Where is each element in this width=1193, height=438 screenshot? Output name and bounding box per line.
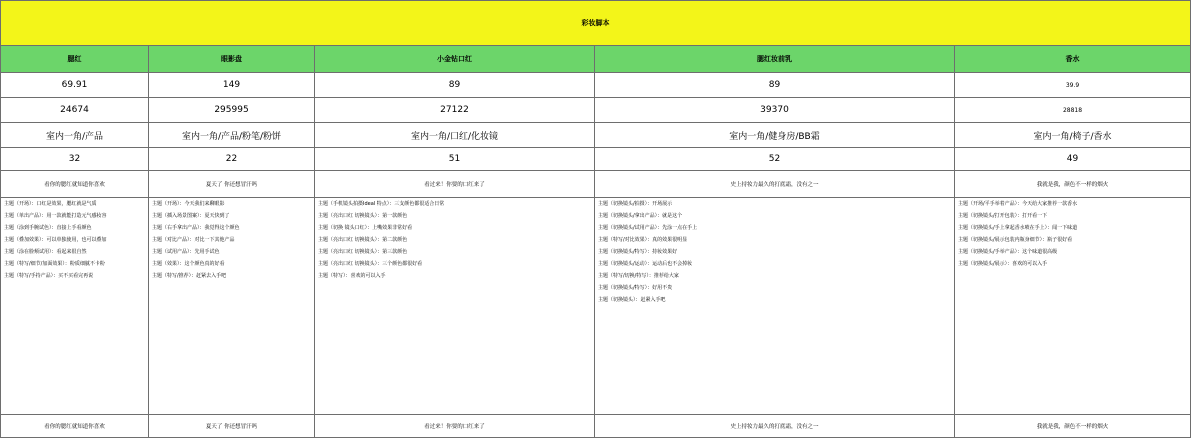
header-cell[interactable]: 香水 [955,46,1191,73]
script-line: 主题（亮出口红 切换镜头）：第二款颜色 [318,237,408,243]
scene-cell[interactable]: 室内一角/椅子/香水 [955,123,1191,148]
script-line: 主题（切换镜头/拿出产品）：就是这个 [598,213,683,219]
price-cell[interactable]: 89 [595,73,955,98]
script-line: 主题（切换镜头/特写）：好用不贵 [598,285,673,291]
summary-row [1,171,1191,198]
price-cell[interactable]: 149 [149,73,315,98]
episode-cell[interactable]: 49 [955,148,1191,171]
price-cell[interactable]: 69.91 [1,73,149,98]
script-line: 主题（涂到手腕试色）：直接上手看颜色 [4,225,92,231]
script-line: 主题（切换镜头/手上拿起香水喷在手上）：闻一下味道 [958,225,1078,231]
sales-cell[interactable]: 28818 [955,98,1191,123]
script-line: 主题（亮出口红 切换镜头）：第一款颜色 [318,213,408,219]
script-cell[interactable] [1,198,149,415]
script-line: 主题（开场）：今天我们来聊眼影 [152,201,225,207]
script-line: 主题（亮出口红 切换镜头）：三个颜色都很好看 [318,261,423,267]
header-cell[interactable]: 眼影盘 [149,46,315,73]
price-row [1,73,1191,98]
script-line: 主题（特写）：喜欢的可以入手 [318,273,386,279]
footer-cell[interactable]: 史上持妆力最久的打底霜，没有之一 [595,415,955,438]
script-line: 主题（叠加效果）：可以单独使用，也可以叠加 [4,237,107,243]
script-line: 主题（对比产品）：对比一下其他产品 [152,237,235,243]
script-line: 主题（特写/推荐）：赶紧去入手吧 [152,273,227,279]
script-line: 主题（特写/对比效果）：真的效果很明显 [598,237,688,243]
script-line: 主题（切换镜头/手举产品）：这个味道很高级 [958,249,1058,255]
script-line: 主题（切换镜头/打开包装）：打开看一下 [958,213,1048,219]
script-line: 主题（切换镜头/展示包装内瓶身细节）：瓶子很好看 [958,237,1073,243]
script-line: 主题（特写/手持产品）：买不买看完再说 [4,273,94,279]
script-line: 主题（开场）：口红是效果，腮红就是气质 [4,201,97,207]
script-row [1,198,1191,415]
scene-cell[interactable]: 室内一角/产品/粉笔/粉饼 [149,123,315,148]
summary-cell[interactable]: 我就是我，颜色不一样的烟火 [955,171,1191,198]
script-line: 主题（切换镜头/特写）：持妆效果好 [598,249,678,255]
header-cell[interactable]: 小金钻口红 [315,46,595,73]
episode-cell[interactable]: 51 [315,148,595,171]
footer-cell[interactable]: 我就是我，颜色不一样的烟火 [955,415,1191,438]
script-line: 主题（切换镜头/拍摄）：开场展示 [598,201,673,207]
episode-row [1,148,1191,171]
sales-cell[interactable]: 24674 [1,98,149,123]
scene-cell[interactable]: 室内一角/产品 [1,123,149,148]
script-line: 主题（涂在脸颊试用）：看起来很自然 [4,249,87,255]
script-line: 主题（特写/细节/加面效果）：粉质细腻不卡粉 [4,261,105,267]
script-line: 主题（特写/切换/特写）：推荐给大家 [598,273,679,279]
script-line: 主题（亮出口红 切换镜头）：第三款颜色 [318,249,408,255]
footer-row [1,415,1191,438]
script-line: 主题（切换 镜头口红）：上嘴效果非常好看 [318,225,413,231]
title-row [1,1,1191,46]
header-row [1,46,1191,73]
tag-row [1,123,1191,148]
summary-cell[interactable]: 史上持妆力最久的打底霜，没有之一 [595,171,955,198]
footer-cell[interactable]: 夏天了 你还想冒汗吗 [149,415,315,438]
script-cell[interactable] [595,198,955,415]
episode-cell[interactable]: 32 [1,148,149,171]
summary-cell[interactable]: 看你的腮红就知道你喜欢 [1,171,149,198]
sales-cell[interactable]: 27122 [315,98,595,123]
script-line: 主题（开场/平手举着产品）：今天给大家推荐一款香水 [958,201,1078,207]
scene-cell[interactable]: 室内一角/健身房/BB霜 [595,123,955,148]
script-line: 主题（单出产品）：用一款就能打造元气感妆容 [4,213,107,219]
price-cell[interactable]: 89 [315,73,595,98]
sales-row [1,98,1191,123]
script-cell[interactable] [955,198,1191,415]
script-line: 主题（切换镜头）：赶紧入手吧 [598,297,666,303]
header-cell[interactable]: 腮红妆前乳 [595,46,955,73]
script-line: 主题（手机镜头拍摄Ideal 特点）：三支颜色都很适合日常 [318,201,445,207]
price-cell[interactable]: 39.9 [955,73,1191,98]
script-line: 主题（切换镜头/试用产品）：先涂一点在手上 [598,225,698,231]
script-line: 主题（切换镜头/展示）：喜欢的可以入手 [958,261,1048,267]
summary-cell[interactable]: 夏天了 你还想冒汗吗 [149,171,315,198]
script-cell[interactable] [149,198,315,415]
script-line: 主题（右手拿出产品）：我觉得这个颜色 [152,225,240,231]
script-cell[interactable] [315,198,595,415]
script-line: 主题（切换镜头/运动）：运动后也不会掉妆 [598,261,693,267]
scene-cell[interactable]: 室内一角/口红/化妆镜 [315,123,595,148]
sales-cell[interactable]: 39370 [595,98,955,123]
episode-cell[interactable]: 22 [149,148,315,171]
sheet-title[interactable]: 彩妆脚本 [1,1,1191,46]
script-line: 主题（效果）：这个颜色真的好看 [152,261,225,267]
footer-cell[interactable]: 看过来！你要的口红来了 [315,415,595,438]
header-cell[interactable]: 腮红 [1,46,149,73]
episode-cell[interactable]: 52 [595,148,955,171]
script-line: 主题（插入场景图案）：夏天快到了 [152,213,230,219]
summary-cell[interactable]: 看过来！你要的口红来了 [315,171,595,198]
script-line: 主题（试用产品）：先用手试色 [152,249,220,255]
sales-cell[interactable]: 295995 [149,98,315,123]
footer-cell[interactable]: 看你的腮红就知道你喜欢 [1,415,149,438]
